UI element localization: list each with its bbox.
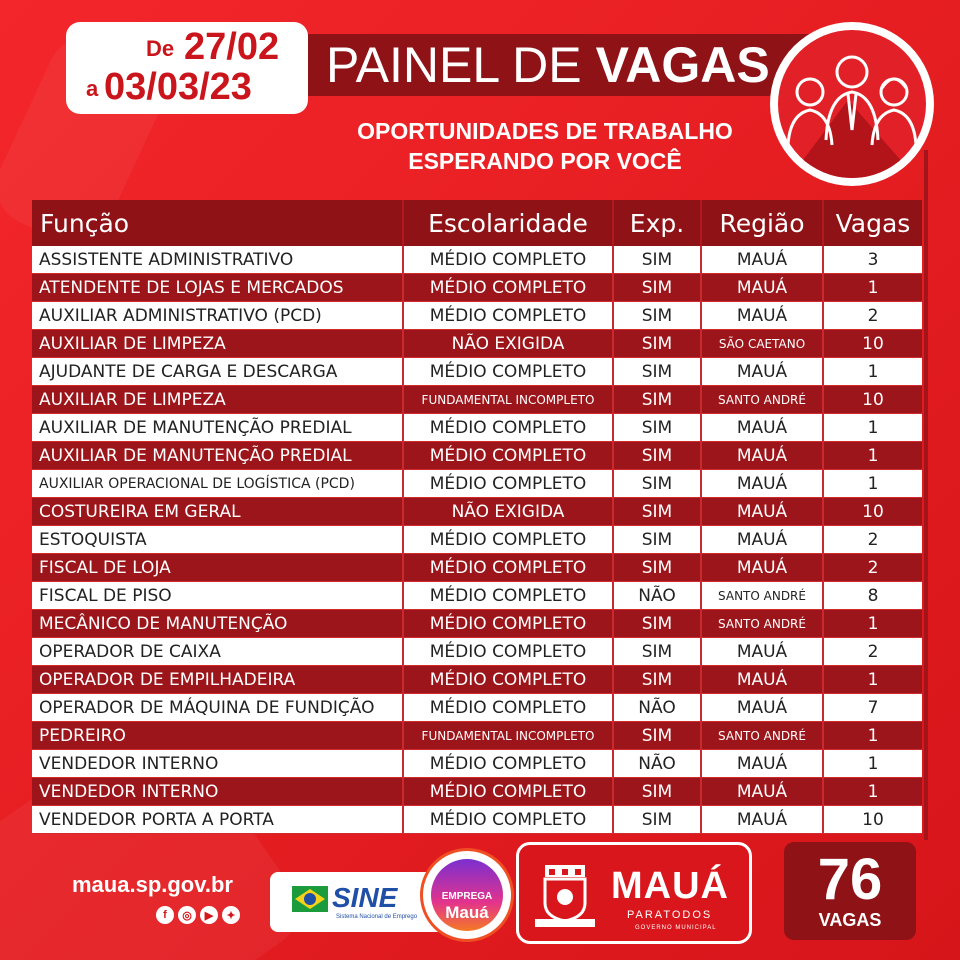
table-row (32, 470, 922, 498)
cell-funcao: AJUDANTE DE CARGA E DESCARGA (32, 358, 404, 385)
cell-funcao: ATENDENTE DE LOJAS E MERCADOS (32, 274, 404, 301)
cell-regiao: MAUÁ (702, 806, 824, 833)
cell-vagas: 1 (867, 669, 879, 690)
cell-exp: SIM (614, 414, 702, 441)
cell-escolaridade: MÉDIO COMPLETO (404, 470, 614, 497)
table-row (32, 666, 922, 694)
cell-vagas: 1 (867, 613, 879, 634)
decorative-line (924, 150, 928, 840)
cell-regiao: MAUÁ (702, 638, 824, 665)
table-row (32, 330, 922, 358)
cell-exp: SIM (614, 386, 702, 413)
jobs-table (32, 200, 922, 834)
total-vagas-number: 76 (817, 847, 883, 912)
cell-escolaridade: MÉDIO COMPLETO (404, 610, 614, 637)
cell-vagas: 1 (867, 361, 879, 382)
table-row (32, 414, 922, 442)
cell-escolaridade: FUNDAMENTAL INCOMPLETO (404, 722, 614, 749)
cell-regiao: MAUÁ (702, 246, 824, 273)
emprega-city: Mauá (445, 903, 489, 922)
cell-exp: SIM (614, 246, 702, 273)
date-badge (66, 22, 308, 114)
cell-escolaridade: MÉDIO COMPLETO (404, 750, 614, 777)
header-regiao: Região (702, 200, 824, 246)
cell-funcao: OPERADOR DE CAIXA (32, 638, 404, 665)
cell-escolaridade: MÉDIO COMPLETO (404, 274, 614, 301)
table-row (32, 358, 922, 386)
table-row (32, 554, 922, 582)
cell-funcao: AUXILIAR ADMINISTRATIVO (PCD) (32, 302, 404, 329)
cell-regiao: MAUÁ (702, 694, 824, 721)
total-vagas-badge (784, 842, 916, 940)
cell-escolaridade: MÉDIO COMPLETO (404, 414, 614, 441)
cell-vagas: 2 (867, 529, 879, 550)
cell-escolaridade: MÉDIO COMPLETO (404, 554, 614, 581)
table-row (32, 750, 922, 778)
cell-funcao: OPERADOR DE EMPILHADEIRA (32, 666, 404, 693)
emprega-label: EMPREGA (441, 891, 493, 902)
title-part1: PAINEL DE (326, 37, 582, 93)
cell-vagas: 1 (867, 753, 879, 774)
cell-funcao: OPERADOR DE MÁQUINA DE FUNDIÇÃO (32, 694, 404, 721)
cell-exp: NÃO (614, 750, 702, 777)
cell-escolaridade: MÉDIO COMPLETO (404, 638, 614, 665)
website-url: maua.sp.gov.br (72, 872, 233, 897)
cell-regiao: MAUÁ (702, 526, 824, 553)
people-icon (778, 30, 926, 178)
cell-funcao: AUXILIAR DE LIMPEZA (32, 330, 404, 357)
cell-regiao: SANTO ANDRÉ (702, 386, 824, 413)
cell-regiao: MAUÁ (702, 274, 824, 301)
table-row (32, 526, 922, 554)
subtitle (310, 116, 780, 176)
cell-regiao: MAUÁ (702, 442, 824, 469)
cell-exp: SIM (614, 666, 702, 693)
cell-exp: SIM (614, 526, 702, 553)
cell-funcao: VENDEDOR INTERNO (32, 778, 404, 805)
cell-escolaridade: NÃO EXIGIDA (404, 330, 614, 357)
maua-logo (516, 842, 752, 944)
cell-exp: NÃO (614, 582, 702, 609)
table-row (32, 694, 922, 722)
date-to: 03/03/23 (104, 66, 252, 108)
cell-escolaridade: MÉDIO COMPLETO (404, 442, 614, 469)
cell-exp: SIM (614, 806, 702, 833)
table-row (32, 386, 922, 414)
maua-government: GOVERNO MUNICIPAL (635, 925, 717, 931)
subtitle-line1: OPORTUNIDADES DE TRABALHO (357, 118, 733, 144)
cell-funcao: FISCAL DE LOJA (32, 554, 404, 581)
cell-vagas: 1 (867, 781, 879, 802)
cell-regiao: MAUÁ (702, 750, 824, 777)
table-row (32, 722, 922, 750)
header-funcao: Função (32, 200, 404, 246)
cell-vagas: 8 (867, 585, 879, 606)
cell-vagas: 10 (862, 389, 884, 410)
cell-exp: SIM (614, 470, 702, 497)
cell-regiao: MAUÁ (702, 414, 824, 441)
facebook-icon: f (156, 906, 174, 924)
cell-vagas: 10 (862, 501, 884, 522)
title-part2: VAGAS (595, 37, 770, 93)
cell-escolaridade: NÃO EXIGIDA (404, 498, 614, 525)
total-vagas-label: VAGAS (818, 910, 882, 930)
cell-vagas: 2 (867, 305, 879, 326)
cell-funcao: AUXILIAR DE MANUTENÇÃO PREDIAL (32, 442, 404, 469)
table-header (32, 200, 922, 246)
cell-escolaridade: MÉDIO COMPLETO (404, 302, 614, 329)
table-row (32, 610, 922, 638)
page-title (308, 34, 818, 96)
table-row (32, 806, 922, 834)
social-icons (156, 906, 240, 924)
cell-funcao: VENDEDOR PORTA A PORTA (32, 806, 404, 833)
cell-escolaridade: MÉDIO COMPLETO (404, 526, 614, 553)
date-from: 27/02 (184, 26, 280, 68)
cell-exp: SIM (614, 302, 702, 329)
table-row (32, 246, 922, 274)
cell-funcao: VENDEDOR INTERNO (32, 750, 404, 777)
cell-regiao: SÃO CAETANO (702, 330, 824, 357)
cell-regiao: MAUÁ (702, 470, 824, 497)
cell-vagas: 10 (862, 809, 884, 830)
cell-vagas: 1 (867, 417, 879, 438)
cell-vagas: 1 (867, 725, 879, 746)
cell-vagas: 2 (867, 557, 879, 578)
cell-escolaridade: MÉDIO COMPLETO (404, 666, 614, 693)
cell-escolaridade: FUNDAMENTAL INCOMPLETO (404, 386, 614, 413)
cell-exp: SIM (614, 442, 702, 469)
cell-escolaridade: MÉDIO COMPLETO (404, 778, 614, 805)
city-crest-icon (533, 863, 597, 929)
cell-vagas: 10 (862, 333, 884, 354)
cell-funcao: ESTOQUISTA (32, 526, 404, 553)
emprega-maua-logo (420, 848, 514, 942)
cell-exp: SIM (614, 778, 702, 805)
cell-exp: SIM (614, 638, 702, 665)
twitter-icon: ✦ (222, 906, 240, 924)
table-row (32, 778, 922, 806)
cell-funcao: AUXILIAR DE MANUTENÇÃO PREDIAL (32, 414, 404, 441)
header-vagas: Vagas (835, 208, 911, 238)
cell-regiao: MAUÁ (702, 302, 824, 329)
cell-funcao: FISCAL DE PISO (32, 582, 404, 609)
subtitle-line2: ESPERANDO POR VOCÊ (408, 148, 682, 174)
table-row (32, 442, 922, 470)
sine-sub: Sistema Nacional de Emprego (336, 914, 418, 920)
cell-exp: SIM (614, 722, 702, 749)
cell-regiao: SANTO ANDRÉ (702, 610, 824, 637)
cell-escolaridade: MÉDIO COMPLETO (404, 806, 614, 833)
cell-regiao: SANTO ANDRÉ (702, 582, 824, 609)
cell-exp: SIM (614, 274, 702, 301)
header-escolaridade: Escolaridade (404, 200, 614, 246)
table-body (32, 246, 922, 834)
date-to-prefix: a (86, 76, 99, 101)
cell-escolaridade: MÉDIO COMPLETO (404, 246, 614, 273)
cell-exp: SIM (614, 330, 702, 357)
cell-vagas: 1 (867, 473, 879, 494)
date-from-prefix: De (146, 36, 175, 61)
brazil-flag-icon (292, 886, 328, 912)
maua-slogan: PARATODOS (627, 909, 713, 921)
cell-regiao: MAUÁ (702, 358, 824, 385)
cell-vagas: 7 (867, 697, 879, 718)
cell-exp: SIM (614, 554, 702, 581)
cell-vagas: 2 (867, 641, 879, 662)
people-badge (770, 22, 934, 186)
cell-funcao: MECÂNICO DE MANUTENÇÃO (32, 610, 404, 637)
youtube-icon: ▶ (200, 906, 218, 924)
cell-exp: SIM (614, 358, 702, 385)
cell-regiao: MAUÁ (702, 666, 824, 693)
cell-vagas: 1 (867, 277, 879, 298)
cell-vagas: 3 (867, 249, 879, 270)
maua-title: MAUÁ (611, 865, 729, 907)
cell-regiao: SANTO ANDRÉ (702, 722, 824, 749)
cell-exp: NÃO (614, 694, 702, 721)
instagram-icon: ◎ (178, 906, 196, 924)
cell-funcao: COSTUREIRA EM GERAL (32, 498, 404, 525)
cell-funcao: AUXILIAR DE LIMPEZA (32, 386, 404, 413)
cell-funcao: PEDREIRO (32, 722, 404, 749)
table-row (32, 498, 922, 526)
cell-exp: SIM (614, 610, 702, 637)
table-row (32, 582, 922, 610)
sine-label: SINE (332, 882, 398, 913)
cell-funcao: AUXILIAR OPERACIONAL DE LOGÍSTICA (PCD) (32, 470, 404, 497)
table-row (32, 638, 922, 666)
cell-escolaridade: MÉDIO COMPLETO (404, 582, 614, 609)
cell-exp: SIM (614, 498, 702, 525)
cell-escolaridade: MÉDIO COMPLETO (404, 694, 614, 721)
cell-escolaridade: MÉDIO COMPLETO (404, 358, 614, 385)
table-row (32, 302, 922, 330)
cell-funcao: ASSISTENTE ADMINISTRATIVO (32, 246, 404, 273)
cell-regiao: MAUÁ (702, 778, 824, 805)
cell-vagas: 1 (867, 445, 879, 466)
header-exp: Exp. (614, 200, 702, 246)
cell-regiao: MAUÁ (702, 498, 824, 525)
cell-regiao: MAUÁ (702, 554, 824, 581)
table-row (32, 274, 922, 302)
